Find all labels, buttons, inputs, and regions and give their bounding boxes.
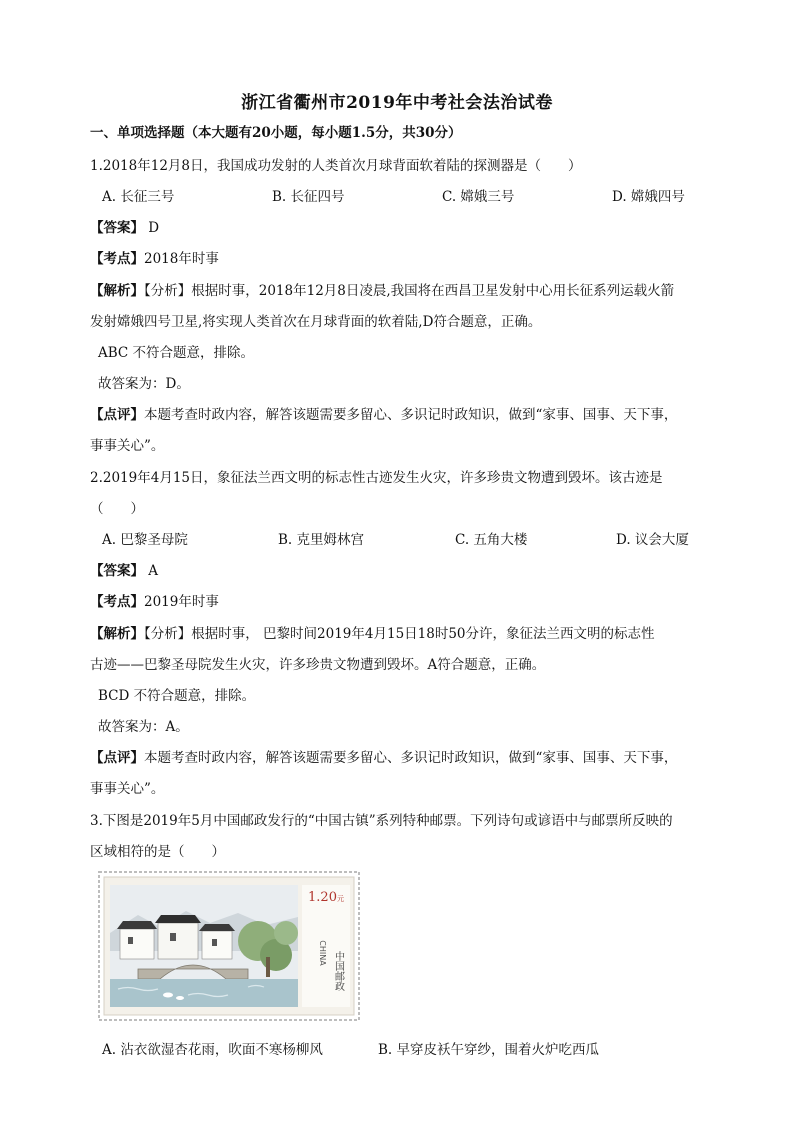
q2-answer-line xyxy=(90,561,710,581)
stamp-country-cn: 中国邮政 xyxy=(332,951,344,991)
q1-jiexi-line1 xyxy=(90,281,710,301)
q1-answer: D xyxy=(148,220,160,236)
q2-option-a: A. 巴黎圣母院 xyxy=(102,532,188,548)
q1-conclusion: 故答案为：D。 xyxy=(98,376,190,392)
q1-jiexi-tag: 【解析】 xyxy=(90,283,144,299)
q3-stem-line1: 3.下图是2019年5月中国邮政发行的“中国古镇”系列特种邮票。下列诗句或谚语中与邮票所反映的 xyxy=(90,813,673,829)
q1-kaodian-tag: 【考点】 xyxy=(90,251,144,267)
q1-option-a: A. 长征三号 xyxy=(102,189,175,205)
q1-jiexi-line2: 发射嫦娥四号卫星,将实现人类首次在月球背面的软着陆,D符合题意，正确。 xyxy=(90,314,542,330)
q2-option-b: B. 克里姆林宫 xyxy=(278,532,365,548)
q1-option-d: D. 嫦娥四号 xyxy=(612,189,685,205)
q2-kaodian: 2019年时事 xyxy=(144,594,219,610)
q2-option-c: C. 五角大楼 xyxy=(455,532,528,548)
page-title: 浙江省衢州市2019年中考社会法治试卷 xyxy=(241,93,553,113)
q2-stem-line1: 2.2019年4月15日，象征法兰西文明的标志性古迹发生火灾，许多珍贵文物遭到毁坏。该古迹是 xyxy=(90,470,663,486)
q1-answer-tag: 【答案】 xyxy=(90,220,144,236)
q3-option-a: A. 沾衣欲湿杏花雨，吹面不寒杨柳风 xyxy=(102,1042,323,1058)
stamp-country-en: CHINA xyxy=(318,940,327,966)
q1-dianping-line1 xyxy=(90,405,710,425)
q1-stem: 1.2018年12月8日，我国成功发射的人类首次月球背面软着陆的探测器是（ ） xyxy=(90,158,582,174)
q2-conclusion: 故答案为：A。 xyxy=(98,719,189,735)
q2-stem-line2: （ ） xyxy=(90,501,144,517)
q1-option-b: B. 长征四号 xyxy=(272,189,345,205)
q3-stem-line2: 区域相符的是（ ） xyxy=(90,844,225,860)
q2-jiexi-text1: 【分析】根据时事， 巴黎时间2019年4月15日18时50分许，象征法兰西文明的标志性 xyxy=(144,626,655,642)
q2-jiexi-line1 xyxy=(90,624,710,644)
q1-dianping-text1: 本题考查时政内容，解答该题需要多留心、多识记时政知识，做到“家事、国事、天下事， xyxy=(144,407,678,423)
q2-kaodian-tag: 【考点】 xyxy=(90,594,144,610)
q2-dianping-line1 xyxy=(90,748,710,768)
q2-jiexi-tag: 【解析】 xyxy=(90,626,144,642)
q2-option-d: D. 议会大厦 xyxy=(616,532,689,548)
q2-dianping-text1: 本题考查时政内容，解答该题需要多留心、多识记时政知识，做到“家事、国事、天下事， xyxy=(144,750,678,766)
stamp-illustration xyxy=(98,871,360,1021)
q1-jiexi-text1: 【分析】根据时事，2018年12月8日凌晨,我国将在西昌卫星发射中心用长征系列运载火箭 xyxy=(144,283,675,299)
q3-option-b: B. 早穿皮袄午穿纱，围着火炉吃西瓜 xyxy=(378,1042,600,1058)
stamp-denomination: 1.20元 xyxy=(308,890,344,905)
q2-answer: A xyxy=(148,563,159,579)
q1-dianping-line2: 事事关心”。 xyxy=(90,438,165,454)
section-header: 一、单项选择题（本大题有20小题，每小题1.5分，共30分） xyxy=(90,125,462,141)
stamp-image xyxy=(98,871,360,1021)
q1-option-c: C. 嫦娥三号 xyxy=(442,189,515,205)
q1-kaodian-line xyxy=(90,249,710,269)
q1-answer-line xyxy=(90,218,710,238)
q2-jiexi-line2: 古迹——巴黎圣母院发生火灾，许多珍贵文物遭到毁坏。A符合题意，正确。 xyxy=(90,657,546,673)
q1-kaodian: 2018年时事 xyxy=(144,251,219,267)
q1-exclude: ABC 不符合题意，排除。 xyxy=(98,345,255,361)
q2-exclude: BCD 不符合题意，排除。 xyxy=(98,688,256,704)
q2-dianping-tag: 【点评】 xyxy=(90,750,144,766)
q2-kaodian-line xyxy=(90,592,710,612)
q1-dianping-tag: 【点评】 xyxy=(90,407,144,423)
q2-answer-tag: 【答案】 xyxy=(90,563,144,579)
q2-dianping-line2: 事事关心”。 xyxy=(90,781,165,797)
